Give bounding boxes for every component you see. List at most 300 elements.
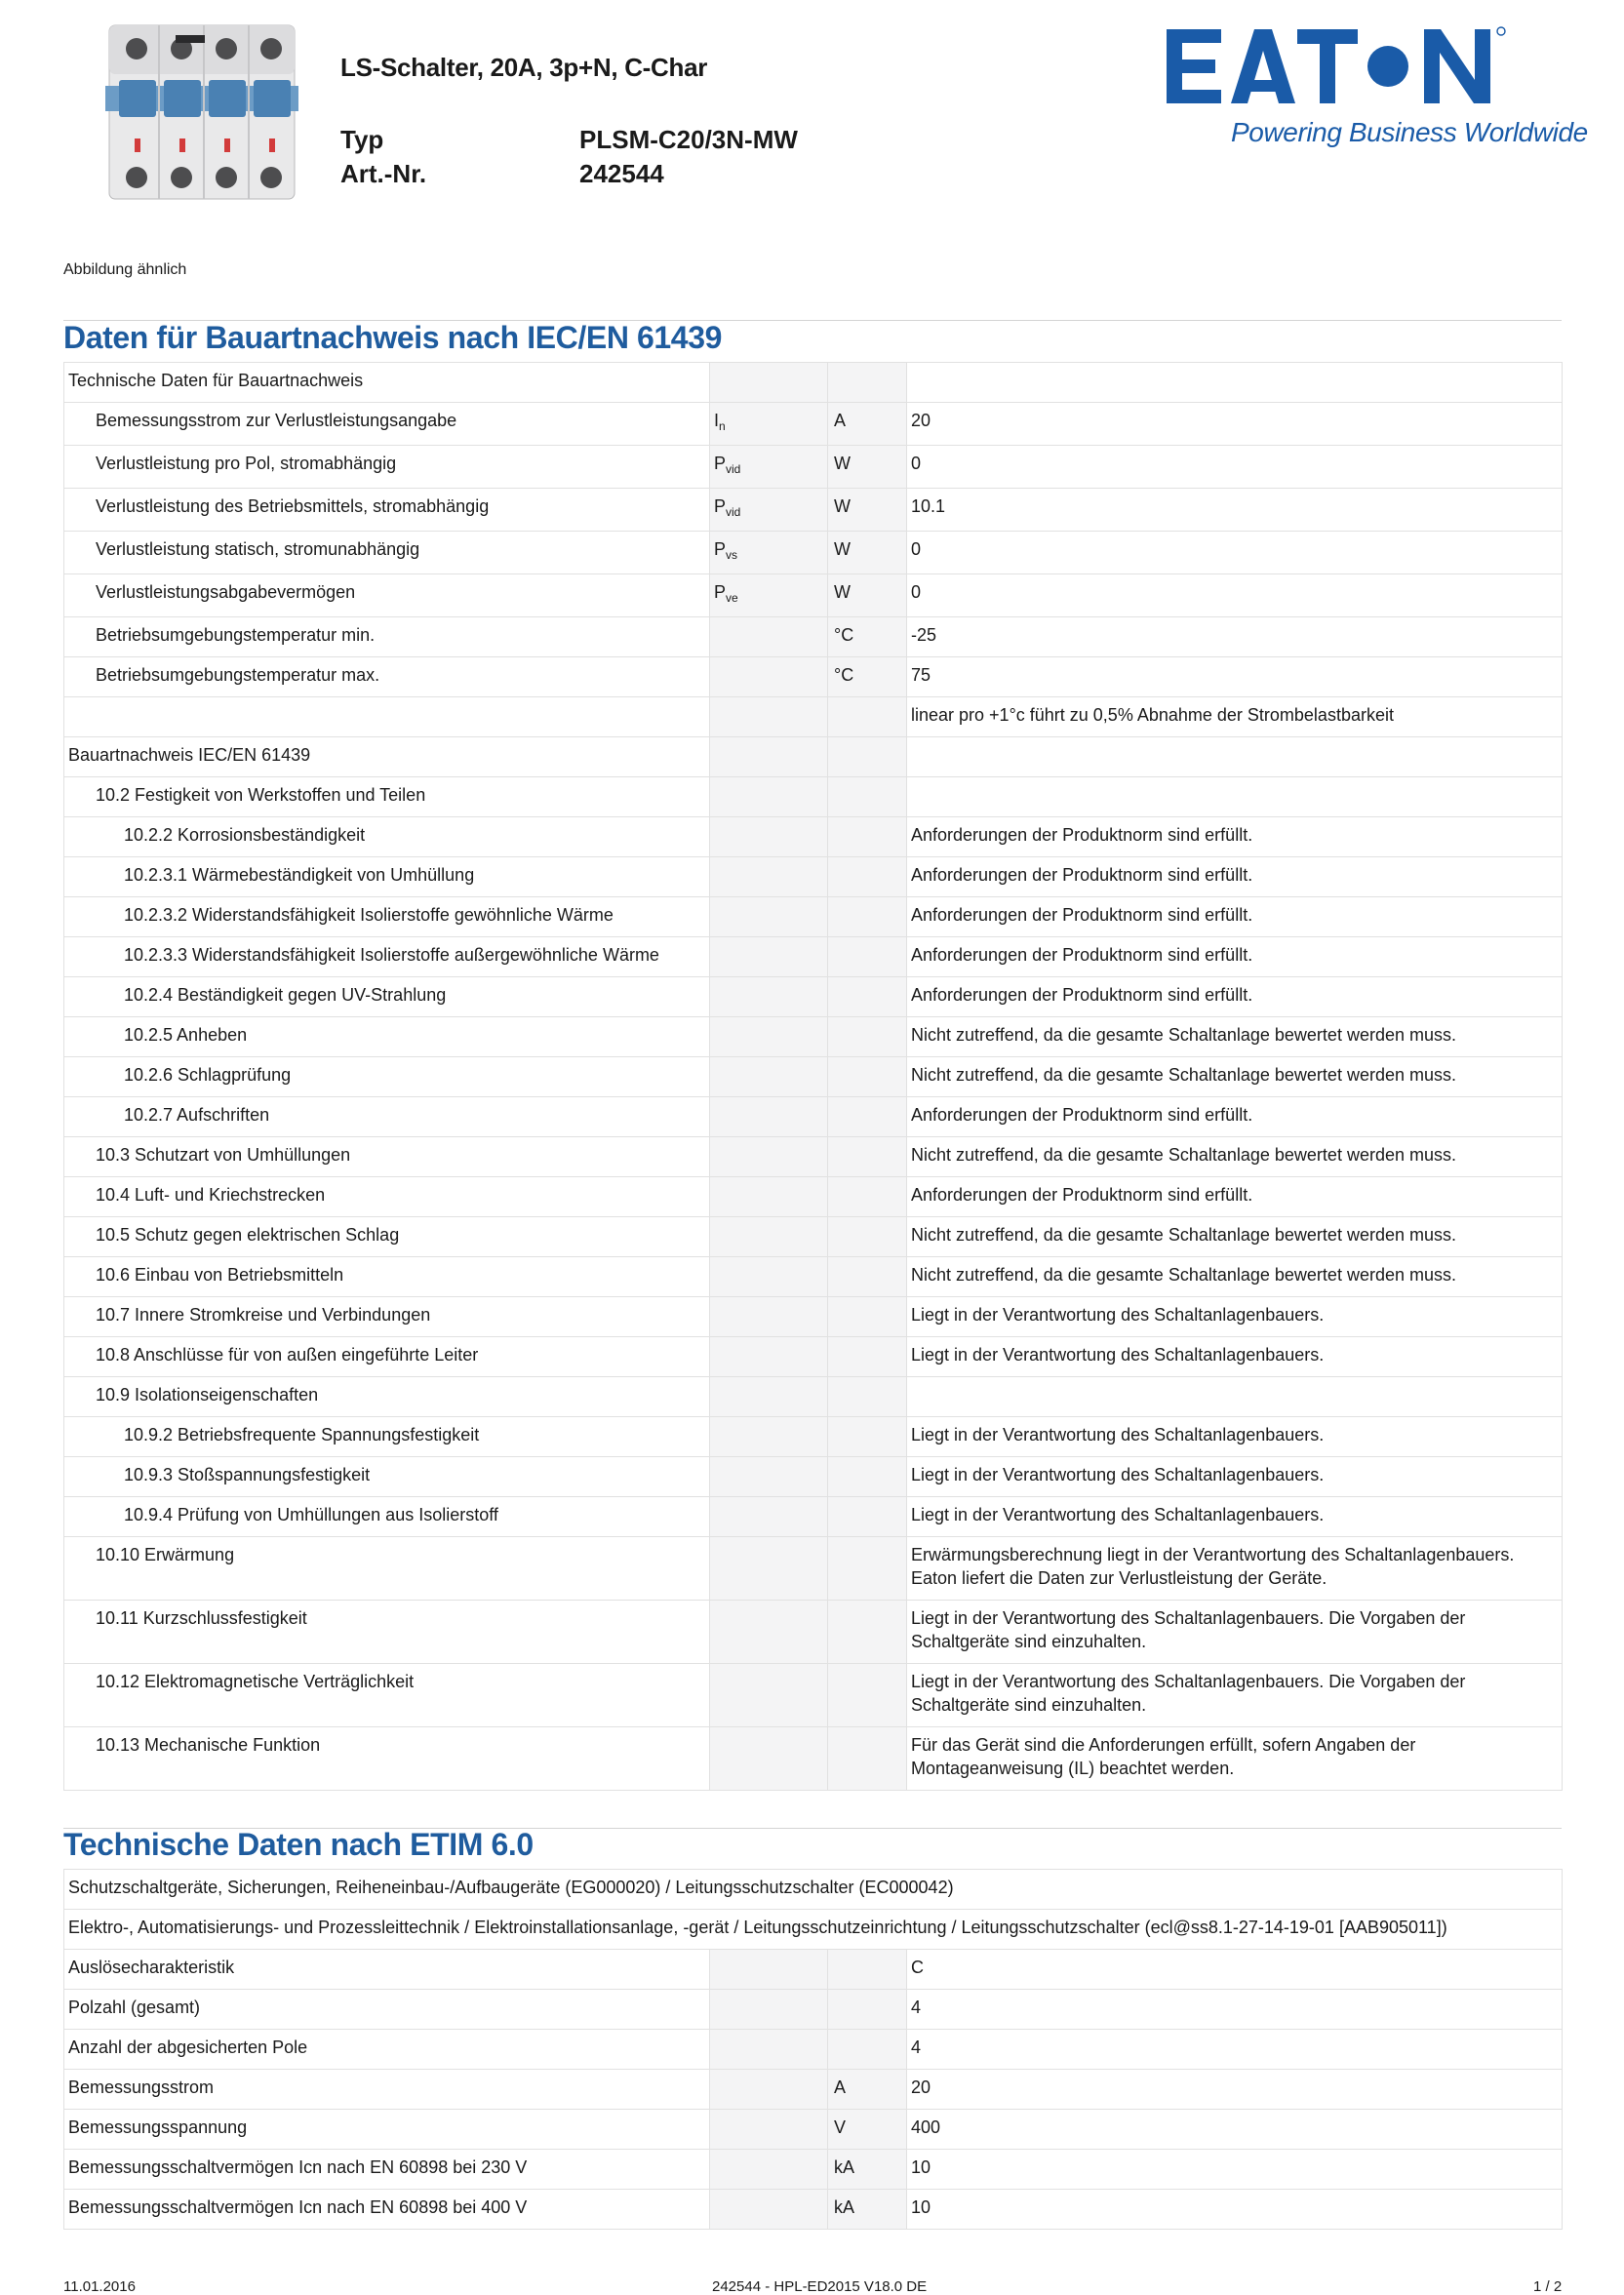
- row-value: [907, 1664, 1563, 1727]
- row-value: [907, 1537, 1563, 1601]
- typ-value: PLSM-C20/3N-MW: [579, 125, 798, 154]
- row-label-text: 10.3 Schutzart von Umhüllungen: [96, 1145, 351, 1165]
- classification-cell: [64, 1870, 1563, 1910]
- row-value-text: Liegt in der Verantwortung des Schaltanlagenbauers. Die Vorgaben der Schaltgeräte sind einzuhalten.: [911, 1608, 1466, 1651]
- row-symbol-text: [714, 777, 823, 783]
- row-label-text: Verlustleistung statisch, stromunabhängig: [96, 539, 420, 559]
- row-value-text: Liegt in der Verantwortung des Schaltanlagenbauers.: [911, 1305, 1325, 1325]
- row-value: [907, 1417, 1563, 1457]
- row-symbol: [710, 2150, 828, 2190]
- row-value-text: [911, 737, 1558, 743]
- row-value-text: 10.1: [911, 496, 946, 516]
- row-symbol: [710, 1297, 828, 1337]
- row-unit-text: [834, 1057, 902, 1063]
- row-label-text: 10.9.4 Prüfung von Umhüllungen aus Isolierstoff: [124, 1505, 498, 1524]
- row-unit: [828, 937, 907, 977]
- row-unit: [828, 1417, 907, 1457]
- row-symbol-text: [714, 697, 823, 703]
- row-label-text: Betriebsumgebungstemperatur min.: [96, 625, 376, 645]
- row-symbol: [710, 489, 828, 532]
- row-unit: [828, 1017, 907, 1057]
- table-row: [64, 1990, 1563, 2030]
- row-unit: [828, 1377, 907, 1417]
- row-symbol-text: [714, 817, 823, 823]
- row-value-text: Anforderungen der Produktnorm sind erfüllt.: [911, 1185, 1253, 1205]
- row-unit-text: °C: [834, 625, 854, 645]
- row-unit-text: [834, 1537, 902, 1543]
- row-value: [907, 1297, 1563, 1337]
- table-row: [64, 2190, 1563, 2230]
- row-label: [64, 532, 710, 574]
- row-label: [64, 1217, 710, 1257]
- row-label-text: 10.2.5 Anheben: [124, 1025, 248, 1045]
- row-label-text: 10.10 Erwärmung: [96, 1545, 235, 1564]
- row-symbol-text: [714, 1057, 823, 1063]
- row-unit-text: A: [834, 411, 847, 430]
- row-value-text: Nicht zutreffend, da die gesamte Schaltanlage bewertet werden muss.: [911, 1145, 1456, 1165]
- symbol-subscript: vs: [726, 548, 738, 562]
- footer-date: 11.01.2016: [63, 2278, 136, 2295]
- row-value-text: 0: [911, 454, 922, 473]
- row-label-text: 10.2.3.1 Wärmebeständigkeit von Umhüllung: [124, 865, 475, 885]
- table-row: [64, 737, 1563, 777]
- row-label-text: 10.2.7 Aufschriften: [124, 1105, 270, 1125]
- row-value-text: Für das Gerät sind die Anforderungen erfüllt, sofern Angaben der Montageanweisung (IL) beachtet werden.: [911, 1735, 1416, 1778]
- table-row: [64, 489, 1563, 532]
- row-label-text: Verlustleistungsabgabevermögen: [96, 582, 356, 602]
- row-symbol-text: [714, 403, 823, 432]
- row-label: [64, 2190, 710, 2230]
- row-value-text: 400: [911, 2117, 941, 2137]
- row-label: [64, 1137, 710, 1177]
- table-row: [64, 897, 1563, 937]
- symbol-letter: P: [714, 454, 727, 473]
- table-row: [64, 977, 1563, 1017]
- row-value-text: Nicht zutreffend, da die gesamte Schaltanlage bewertet werden muss.: [911, 1225, 1456, 1245]
- row-label: [64, 1177, 710, 1217]
- row-value-text: Liegt in der Verantwortung des Schaltanlagenbauers.: [911, 1425, 1325, 1444]
- row-label: [64, 1257, 710, 1297]
- row-value: [907, 489, 1563, 532]
- row-label: [64, 1601, 710, 1664]
- row-symbol: [710, 2190, 828, 2230]
- row-symbol-text: [714, 1457, 823, 1463]
- row-symbol-text: [714, 737, 823, 743]
- artnr-value: 242544: [579, 159, 664, 188]
- row-label: [64, 897, 710, 937]
- row-value: [907, 1990, 1563, 2030]
- row-value-text: C: [911, 1958, 924, 1977]
- row-label-text: 10.13 Mechanische Funktion: [96, 1735, 321, 1755]
- table-row: [64, 1017, 1563, 1057]
- row-symbol: [710, 1537, 828, 1601]
- row-unit: [828, 403, 907, 446]
- row-value: [907, 657, 1563, 697]
- row-symbol: [710, 2030, 828, 2070]
- row-unit: [828, 617, 907, 657]
- row-label: [64, 1537, 710, 1601]
- row-label-text: Polzahl (gesamt): [68, 1998, 201, 2017]
- row-value-text: Liegt in der Verantwortung des Schaltanlagenbauers.: [911, 1345, 1325, 1365]
- row-label: [64, 1664, 710, 1727]
- row-label-text: 10.2.4 Beständigkeit gegen UV-Strahlung: [124, 985, 447, 1005]
- row-value: [907, 403, 1563, 446]
- classification-text: Schutzschaltgeräte, Sicherungen, Reiheneinbau-/Aufbaugeräte (EG000020) / Leitungsschutzschalter (EC000042): [68, 1878, 954, 1897]
- row-value: [907, 2110, 1563, 2150]
- row-label-text: Bemessungsstrom: [68, 2077, 215, 2097]
- symbol-letter: I: [714, 411, 720, 430]
- row-value: [907, 1097, 1563, 1137]
- row-value: [907, 857, 1563, 897]
- row-symbol-text: [714, 1177, 823, 1183]
- table-row: [64, 1097, 1563, 1137]
- row-unit-text: [834, 1097, 902, 1103]
- row-symbol: [710, 897, 828, 937]
- row-value: [907, 817, 1563, 857]
- row-unit: [828, 1097, 907, 1137]
- row-value: [907, 1057, 1563, 1097]
- row-symbol-text: [714, 937, 823, 943]
- section-title-bauartnachweis: Daten für Bauartnachweis nach IEC/EN 61439: [63, 320, 722, 355]
- row-value-text: Liegt in der Verantwortung des Schaltanlagenbauers. Die Vorgaben der Schaltgeräte sind einzuhalten.: [911, 1672, 1466, 1715]
- row-unit-text: [834, 1017, 902, 1023]
- row-unit: [828, 1664, 907, 1727]
- row-symbol: [710, 1457, 828, 1497]
- bauartnachweis-table: [63, 362, 1563, 1791]
- row-unit: [828, 2150, 907, 2190]
- row-label: [64, 1017, 710, 1057]
- row-unit: [828, 1457, 907, 1497]
- table-row: [64, 2110, 1563, 2150]
- row-value-text: 0: [911, 539, 922, 559]
- row-symbol: [710, 1177, 828, 1217]
- row-label-text: 10.9 Isolationseigenschaften: [96, 1385, 319, 1405]
- row-value: [907, 446, 1563, 489]
- row-label-text: 10.4 Luft- und Kriechstrecken: [96, 1185, 326, 1205]
- row-symbol: [710, 363, 828, 403]
- row-label-text: 10.8 Anschlüsse für von außen eingeführte Leiter: [96, 1345, 479, 1365]
- row-symbol-text: [714, 1377, 823, 1383]
- row-unit: [828, 1137, 907, 1177]
- row-unit-text: [834, 1601, 902, 1606]
- row-value: [907, 1601, 1563, 1664]
- row-value-text: Anforderungen der Produktnorm sind erfüllt.: [911, 865, 1253, 885]
- row-value-text: 4: [911, 2038, 922, 2057]
- table-row: [64, 1457, 1563, 1497]
- table-row: [64, 1497, 1563, 1537]
- table-row: [64, 2150, 1563, 2190]
- row-label: [64, 1727, 710, 1791]
- row-label: [64, 574, 710, 617]
- row-symbol: [710, 1990, 828, 2030]
- row-label-text: Verlustleistung pro Pol, stromabhängig: [96, 454, 397, 473]
- row-unit: [828, 697, 907, 737]
- row-value: [907, 1377, 1563, 1417]
- row-unit-text: [834, 1497, 902, 1503]
- row-symbol: [710, 1017, 828, 1057]
- row-unit-text: W: [834, 496, 851, 516]
- table-row: [64, 697, 1563, 737]
- row-unit-text: [834, 363, 902, 369]
- row-value: [907, 1137, 1563, 1177]
- table-row: [64, 1137, 1563, 1177]
- row-label-text: Bemessungsspannung: [68, 2117, 248, 2137]
- row-unit-text: [834, 1950, 902, 1956]
- row-unit: [828, 574, 907, 617]
- symbol-letter: P: [714, 582, 727, 602]
- row-value: [907, 937, 1563, 977]
- row-symbol: [710, 446, 828, 489]
- row-symbol-text: [714, 1601, 823, 1606]
- row-unit-text: [834, 1990, 902, 1996]
- classification-cell: [64, 1910, 1563, 1950]
- row-unit: [828, 2030, 907, 2070]
- classification-text: Elektro-, Automatisierungs- und Prozessleittechnik / Elektroinstallationsanlage, -gerät / Leitungsschutzeinrichtung / Leitungsschutzschalter (ecl@ss8.1-27-14-19-01 [AAB905011]): [68, 1918, 1447, 1937]
- row-symbol: [710, 2070, 828, 2110]
- row-value: [907, 2030, 1563, 2070]
- row-symbol: [710, 697, 828, 737]
- row-label: [64, 1950, 710, 1990]
- row-label: [64, 1497, 710, 1537]
- row-symbol: [710, 777, 828, 817]
- table-row: [64, 574, 1563, 617]
- row-label: [64, 489, 710, 532]
- row-symbol: [710, 1377, 828, 1417]
- footer-doc-id: 242544 - HPL-ED2015 V18.0 DE: [712, 2278, 928, 2295]
- row-value: [907, 1257, 1563, 1297]
- row-label-text: 10.11 Kurzschlussfestigkeit: [96, 1608, 307, 1628]
- row-label: [64, 657, 710, 697]
- row-symbol: [710, 574, 828, 617]
- row-label-text: 10.12 Elektromagnetische Verträglichkeit: [96, 1672, 415, 1691]
- row-label: [64, 1097, 710, 1137]
- row-symbol: [710, 1497, 828, 1537]
- row-symbol: [710, 1950, 828, 1990]
- table-row: [64, 1297, 1563, 1337]
- table-row: [64, 403, 1563, 446]
- row-unit: [828, 1297, 907, 1337]
- row-value: [907, 532, 1563, 574]
- table-row: [64, 1601, 1563, 1664]
- row-symbol-text: [714, 1097, 823, 1103]
- row-value-text: [911, 777, 1558, 783]
- row-unit: [828, 1950, 907, 1990]
- row-label: [64, 1417, 710, 1457]
- row-label-text: 10.5 Schutz gegen elektrischen Schlag: [96, 1225, 400, 1245]
- row-value: [907, 1337, 1563, 1377]
- row-value: [907, 1727, 1563, 1791]
- footer-page: 1 / 2: [1533, 2278, 1563, 2295]
- table-row: [64, 1217, 1563, 1257]
- table-row: [64, 1377, 1563, 1417]
- row-symbol-text: [714, 446, 823, 475]
- symbol-subscript: vid: [726, 505, 741, 519]
- row-label: [64, 363, 710, 403]
- row-label-text: 10.2.6 Schlagprüfung: [124, 1065, 292, 1085]
- product-title: LS-Schalter, 20A, 3p+N, C-Char: [340, 53, 708, 82]
- row-unit-text: [834, 1137, 902, 1143]
- row-label: [64, 977, 710, 1017]
- row-label-text: 10.2.3.2 Widerstandsfähigkeit Isolierstoffe gewöhnliche Wärme: [124, 905, 614, 925]
- row-unit-text: [834, 1257, 902, 1263]
- row-symbol: [710, 937, 828, 977]
- artnr-label: Art.-Nr.: [340, 159, 427, 188]
- row-symbol: [710, 617, 828, 657]
- table-row: [64, 2030, 1563, 2070]
- row-unit-text: kA: [834, 2197, 855, 2217]
- row-value: [907, 2070, 1563, 2110]
- section-title-etim: Technische Daten nach ETIM 6.0: [63, 1827, 534, 1862]
- row-label-text: 10.9.2 Betriebsfrequente Spannungsfestigkeit: [124, 1425, 480, 1444]
- row-unit: [828, 857, 907, 897]
- table-row: [64, 1257, 1563, 1297]
- row-value-text: Nicht zutreffend, da die gesamte Schaltanlage bewertet werden muss.: [911, 1065, 1456, 1085]
- row-value-text: Nicht zutreffend, da die gesamte Schaltanlage bewertet werden muss.: [911, 1265, 1456, 1285]
- row-value-text: Liegt in der Verantwortung des Schaltanlagenbauers.: [911, 1505, 1325, 1524]
- row-unit-text: [834, 977, 902, 983]
- row-value: [907, 1457, 1563, 1497]
- row-label-text: Bauartnachweis IEC/EN 61439: [68, 745, 311, 765]
- row-symbol-text: [714, 1217, 823, 1223]
- row-symbol: [710, 857, 828, 897]
- row-value: [907, 574, 1563, 617]
- image-caption: Abbildung ähnlich: [63, 261, 187, 278]
- row-symbol: [710, 737, 828, 777]
- row-label: [64, 1457, 710, 1497]
- row-unit-text: [834, 2030, 902, 2036]
- row-unit: [828, 977, 907, 1017]
- row-unit-text: [834, 1337, 902, 1343]
- row-label: [64, 857, 710, 897]
- row-value-text: 20: [911, 411, 931, 430]
- row-unit: [828, 2070, 907, 2110]
- row-value: [907, 363, 1563, 403]
- row-value-text: -25: [911, 625, 937, 645]
- row-symbol: [710, 1727, 828, 1791]
- row-symbol: [710, 1097, 828, 1137]
- table-row: [64, 857, 1563, 897]
- row-unit: [828, 446, 907, 489]
- row-value-text: linear pro +1°c führt zu 0,5% Abnahme der Strombelastbarkeit: [911, 705, 1394, 725]
- row-unit-text: [834, 1177, 902, 1183]
- row-label-text: 10.6 Einbau von Betriebsmitteln: [96, 1265, 344, 1285]
- row-value: [907, 737, 1563, 777]
- row-symbol: [710, 1601, 828, 1664]
- table-row: [64, 363, 1563, 403]
- row-unit: [828, 657, 907, 697]
- row-symbol-text: [714, 1537, 823, 1543]
- table-row: [64, 937, 1563, 977]
- table-row-full: [64, 1910, 1563, 1950]
- row-unit-text: A: [834, 2077, 847, 2097]
- table-row: [64, 1727, 1563, 1791]
- row-symbol: [710, 532, 828, 574]
- row-label: [64, 403, 710, 446]
- row-unit-text: [834, 1217, 902, 1223]
- row-unit: [828, 532, 907, 574]
- row-symbol: [710, 1257, 828, 1297]
- row-label-text: Anzahl der abgesicherten Pole: [68, 2038, 308, 2057]
- row-unit-text: [834, 737, 902, 743]
- row-label: [64, 2150, 710, 2190]
- row-value-text: 20: [911, 2077, 931, 2097]
- row-symbol: [710, 657, 828, 697]
- row-label: [64, 737, 710, 777]
- row-value: [907, 1217, 1563, 1257]
- typ-label: Typ: [340, 125, 384, 154]
- table-row: [64, 657, 1563, 697]
- row-symbol: [710, 1417, 828, 1457]
- row-unit-text: [834, 897, 902, 903]
- row-unit-text: W: [834, 454, 851, 473]
- row-unit-text: [834, 1297, 902, 1303]
- row-symbol-text: [714, 897, 823, 903]
- row-symbol-text: [714, 1297, 823, 1303]
- row-unit-text: [834, 1664, 902, 1670]
- row-symbol-text: [714, 574, 823, 604]
- table-row: [64, 532, 1563, 574]
- row-symbol-text: [714, 532, 823, 561]
- row-label-text: Bemessungsstrom zur Verlustleistungsangabe: [96, 411, 457, 430]
- table-row: [64, 1337, 1563, 1377]
- symbol-subscript: vid: [726, 462, 741, 476]
- row-label: [64, 817, 710, 857]
- row-label: [64, 2030, 710, 2070]
- row-symbol-text: [714, 1497, 823, 1503]
- logo-tagline: Powering Business Worldwide: [1231, 117, 1588, 147]
- row-unit: [828, 897, 907, 937]
- row-symbol-text: [714, 1337, 823, 1343]
- symbol-subscript: ve: [726, 591, 738, 605]
- row-label-text: 10.9.3 Stoßspannungsfestigkeit: [124, 1465, 371, 1484]
- symbol-letter: P: [714, 496, 727, 516]
- row-unit-text: W: [834, 539, 851, 559]
- row-value-text: 10: [911, 2157, 931, 2177]
- row-unit: [828, 777, 907, 817]
- row-value-text: 75: [911, 665, 931, 685]
- symbol-subscript: n: [719, 419, 726, 433]
- row-label-text: 10.2.2 Korrosionsbeständigkeit: [124, 825, 366, 845]
- row-unit-text: [834, 777, 902, 783]
- row-value: [907, 1177, 1563, 1217]
- row-symbol-text: [714, 1664, 823, 1670]
- row-unit: [828, 2190, 907, 2230]
- row-value: [907, 2190, 1563, 2230]
- row-label: [64, 617, 710, 657]
- row-label: [64, 1337, 710, 1377]
- row-value-text: Anforderungen der Produktnorm sind erfüllt.: [911, 1105, 1253, 1125]
- row-value: [907, 697, 1563, 737]
- row-unit: [828, 1217, 907, 1257]
- row-value-text: Anforderungen der Produktnorm sind erfüllt.: [911, 945, 1253, 965]
- row-symbol-text: [714, 617, 823, 623]
- row-value-text: Erwärmungsberechnung liegt in der Verantwortung des Schaltanlagenbauers. Eaton liefert die Daten zur Verlustleistung der Geräte.: [911, 1545, 1515, 1588]
- row-unit-text: [834, 1417, 902, 1423]
- row-value: [907, 1497, 1563, 1537]
- row-unit-text: [834, 1377, 902, 1383]
- row-label-text: 10.2 Festigkeit von Werkstoffen und Teilen: [96, 785, 426, 805]
- row-unit-text: [834, 697, 902, 703]
- row-unit-text: [834, 817, 902, 823]
- row-symbol-text: [714, 489, 823, 518]
- row-unit-text: [834, 1457, 902, 1463]
- row-value: [907, 977, 1563, 1017]
- row-unit: [828, 1337, 907, 1377]
- row-unit: [828, 1990, 907, 2030]
- row-value: [907, 897, 1563, 937]
- row-unit: [828, 1257, 907, 1297]
- row-symbol-text: [714, 1017, 823, 1023]
